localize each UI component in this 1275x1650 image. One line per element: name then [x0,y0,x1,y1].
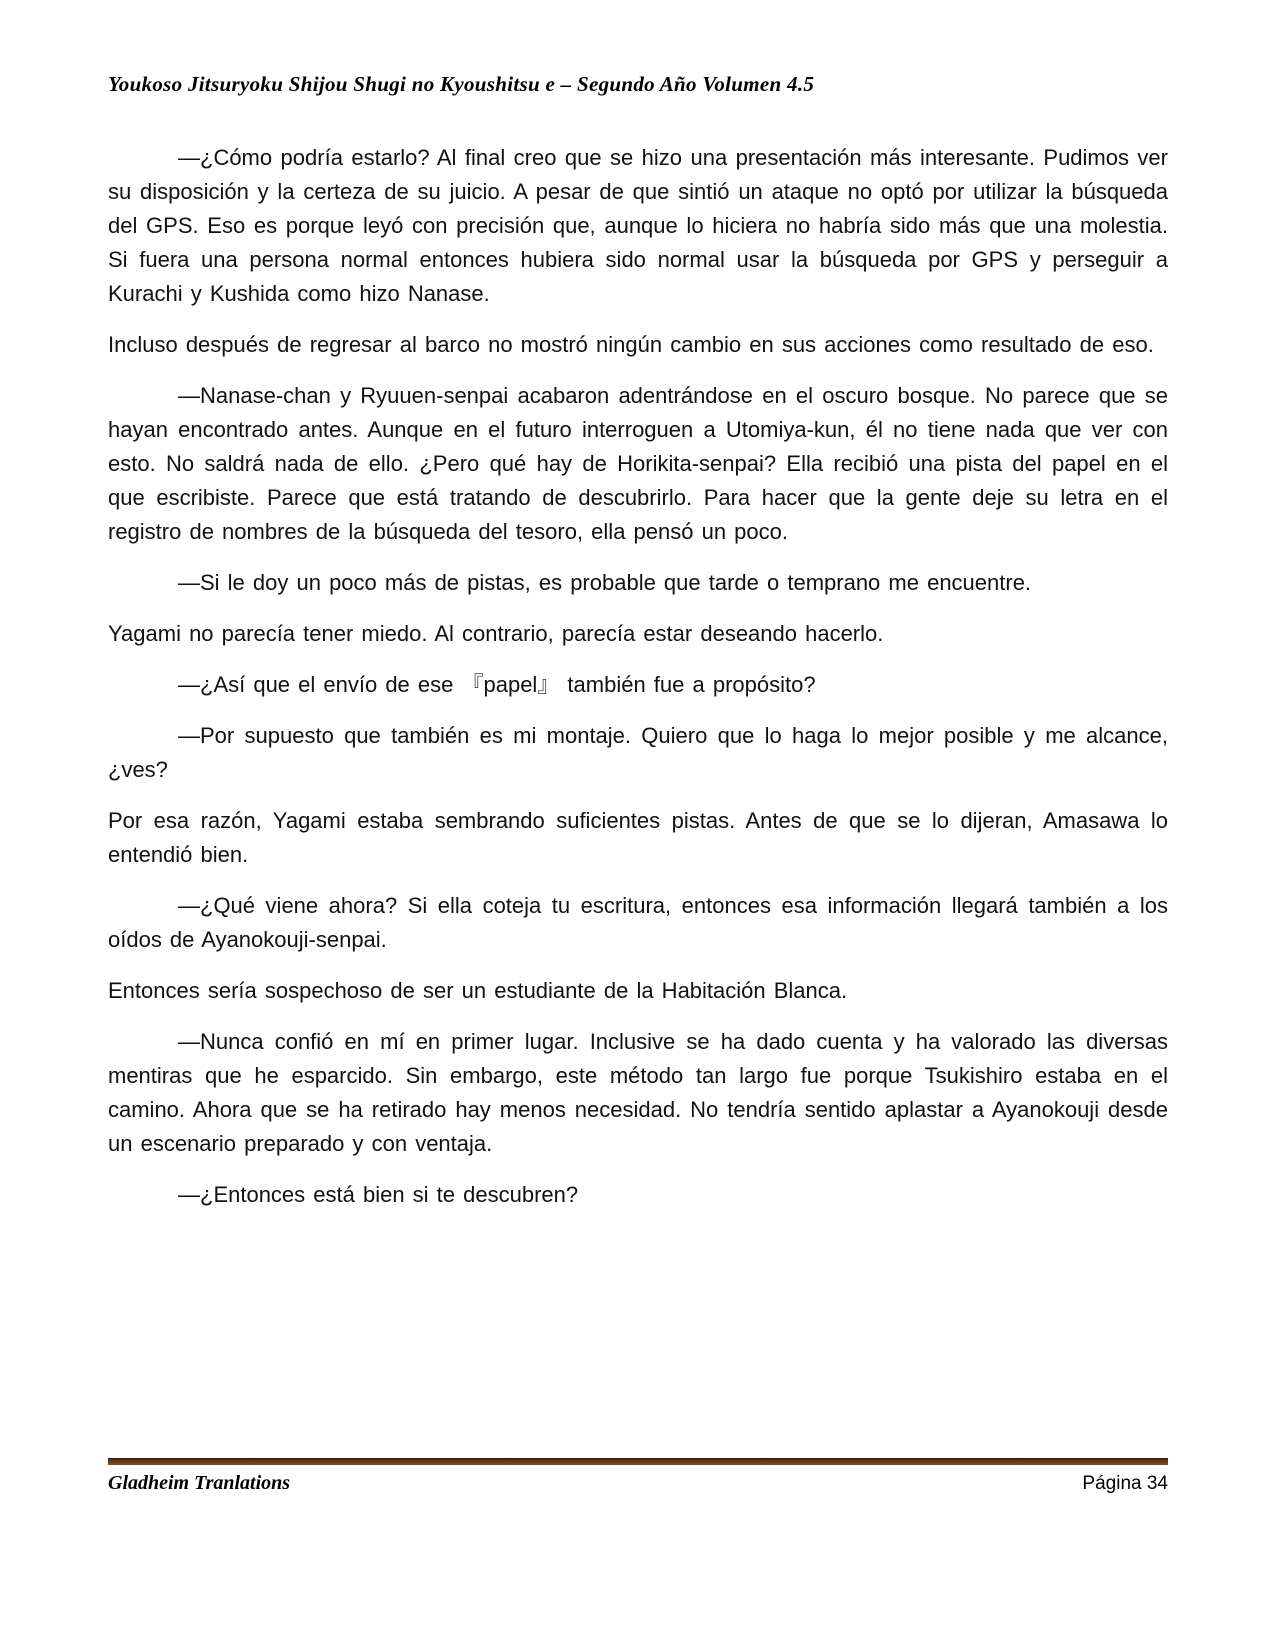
paragraph: Yagami no parecía tener miedo. Al contrario, parecía estar deseando hacerlo. [108,621,884,646]
page-body [108,141,1168,1212]
footer-page-number: Página 34 [1082,1473,1168,1494]
paragraph: —Por supuesto que también es mi montaje. Quiero que lo haga lo mejor posible y me alcance, ¿ves? [108,723,1168,782]
paragraph: —¿Entonces está bien si te descubren? [178,1182,579,1207]
footer-translator-credit: Gladheim Tranlations [108,1472,291,1494]
footer-divider-rule [108,1458,1168,1465]
paragraph: Incluso después de regresar al barco no mostró ningún cambio en sus acciones como resultado de eso. [108,332,1154,357]
paragraph: —Nunca confió en mí en primer lugar. Inclusive se ha dado cuenta y ha valorado las diversas mentiras que he esparcido. Sin embargo, este método tan largo fue porque Tsukishiro estaba en el camino. Ahora que se ha retirado hay menos necesidad. No tendría sentido aplastar a Ayanokouji desde un escenario preparado y con ventaja. [108,1029,1168,1156]
page-header-title: Youkoso Jitsuryoku Shijou Shugi no Kyoushitsu e – Segundo Año Volumen 4.5 [108,72,815,96]
paragraph: —¿Así que el envío de ese 『papel』 también fue a propósito? [178,672,816,697]
paragraph: Entonces sería sospechoso de ser un estudiante de la Habitación Blanca. [108,978,848,1003]
page-footer [108,1472,1168,1495]
paragraph: —Nanase-chan y Ryuuen-senpai acabaron adentrándose en el oscuro bosque. No parece que se hayan encontrado antes. Aunque en el futuro interroguen a Utomiya-kun, él no tiene nada que ver con esto. No saldrá nada de ello. ¿Pero qué hay de Horikita-senpai? Ella recibió una pista del papel en el que escribiste. Parece que está tratando de descubrirlo. Para hacer que la gente deje su letra en el registro de nombres de la búsqueda del tesoro, ella pensó un poco. [108,383,1168,544]
paragraph: Por esa razón, Yagami estaba sembrando suficientes pistas. Antes de que se lo dijeran, Amasawa lo entendió bien. [108,808,1168,867]
paragraph: —Si le doy un poco más de pistas, es probable que tarde o temprano me encuentre. [178,570,1032,595]
document-page [108,0,1168,1650]
paragraph: —¿Qué viene ahora? Si ella coteja tu escritura, entonces esa información llegará también a los oídos de Ayanokouji-senpai. [108,893,1168,952]
paragraph: —¿Cómo podría estarlo? Al final creo que se hizo una presentación más interesante. Pudimos ver su disposición y la certeza de su juicio. A pesar de que sintió un ataque no optó por utilizar la búsqueda del GPS. Eso es porque leyó con precisión que, aunque lo hiciera no habría sido más que una molestia. Si fuera una persona normal entonces hubiera sido normal usar la búsqueda por GPS y perseguir a Kurachi y Kushida como hizo Nanase. [108,145,1168,306]
